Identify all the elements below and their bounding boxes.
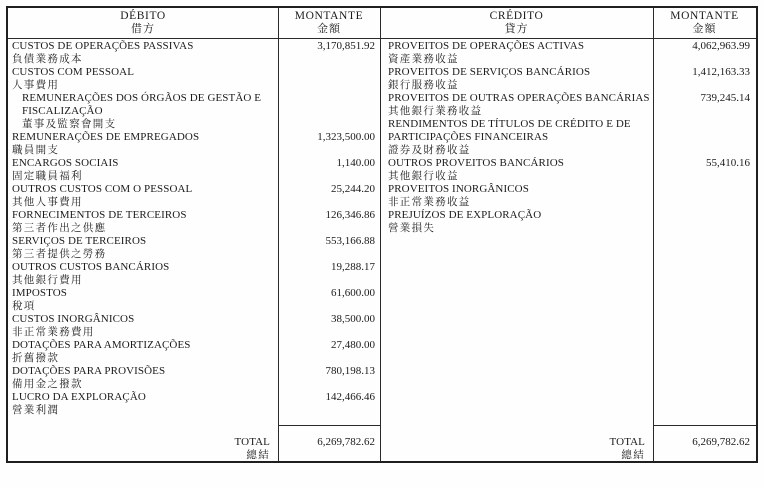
entry-amount: [653, 183, 750, 196]
entry-amount-cell: [278, 287, 380, 313]
entry-amount-cell: [653, 157, 756, 183]
ledger-entry: [388, 157, 653, 183]
entry-amount-cell: [278, 235, 380, 261]
ledger-entry: [12, 40, 278, 66]
entry-amount-cell: [278, 339, 380, 365]
entry-amount: [653, 118, 750, 131]
entry-label-zh: 非正常業務費用: [12, 327, 95, 338]
header-montante-credit: [653, 8, 756, 38]
ledger-entry: [12, 391, 278, 417]
entry-amount-cell: [653, 66, 756, 92]
entry-label-zh: 其他銀行費用: [12, 275, 83, 286]
total-amount-credit: [653, 436, 756, 449]
entry-label-zh: 備用金之撥款: [12, 379, 83, 390]
entry-amount: 4,062,963.99: [692, 40, 750, 52]
ledger-entry: [388, 92, 653, 118]
header-credit-pt: CRÉDITO: [489, 10, 544, 22]
entry-amount: [278, 66, 375, 79]
entry-label-zh: 負債業務成本: [12, 54, 83, 65]
entry-amount-cell: [278, 92, 380, 131]
entry-label-pt: OUTROS CUSTOS BANCÁRIOS: [12, 261, 170, 273]
header-montante-credit-pt: MONTANTE: [670, 10, 739, 22]
entry-amount: 38,500.00: [331, 313, 375, 325]
entry-amount-cell: [278, 40, 380, 66]
credit-amounts-column: [653, 40, 756, 235]
entry-label-zh: 銀行服務收益: [388, 80, 459, 91]
entry-label-zh: 其他銀行收益: [388, 171, 459, 182]
total-separator-credit: [653, 425, 756, 426]
entry-label-pt: PROVEITOS DE OPERAÇÕES ACTIVAS: [388, 40, 585, 52]
entry-label-pt: IMPOSTOS: [12, 287, 68, 299]
total-amount-credit-value: 6,269,782.62: [692, 436, 750, 448]
entry-label-pt: REMUNERAÇÕES DE EMPREGADOS: [12, 131, 200, 143]
entry-amount-cell: [278, 157, 380, 183]
total-label-debit-pt: TOTAL: [234, 436, 270, 448]
header-montante-debit: [278, 8, 380, 38]
entry-label-pt: PROVEITOS DE OUTRAS OPERAÇÕES BANCÁRIAS: [388, 92, 650, 104]
entry-label-pt: OUTROS CUSTOS COM O PESSOAL: [12, 183, 193, 195]
header-separator-line: [8, 38, 756, 39]
entry-label-zh: 董事及監察會開支: [22, 119, 117, 130]
entry-label-pt: PROVEITOS DE SERVIÇOS BANCÁRIOS: [388, 66, 591, 78]
entry-amount: 780,198.13: [325, 365, 375, 377]
entry-label-pt: RENDIMENTOS DE TÍTULOS DE CRÉDITO E DE: [388, 118, 631, 130]
entry-amount-cell: [653, 92, 756, 118]
entry-amount-cell: [653, 209, 756, 235]
entry-amount: [278, 92, 375, 105]
header-debit-zh: 借方: [131, 23, 155, 35]
entry-label-pt: ENCARGOS SOCIAIS: [12, 157, 119, 169]
statement-table: [6, 6, 758, 463]
ledger-entry: [388, 209, 653, 235]
ledger-entry: [388, 183, 653, 209]
entry-amount-cell: [278, 365, 380, 391]
ledger-entry: [12, 131, 278, 157]
entry-amount-cell: [278, 66, 380, 92]
total-amount-debit: [278, 436, 380, 449]
entry-label-pt: REMUNERAÇÕES DOS ÓRGÃOS DE GESTÃO E: [22, 92, 262, 104]
debit-amounts-column: [278, 40, 380, 417]
entry-label-zh: 營業損失: [388, 223, 436, 234]
entry-label-zh: 第三者提供之勞務: [12, 249, 107, 260]
ledger-entry: [12, 157, 278, 183]
entry-label-pt: DOTAÇÕES PARA PROVISÕES: [12, 365, 166, 377]
total-label-credit-zh: 總結: [621, 450, 645, 461]
entry-label-zh: 職員開支: [12, 145, 60, 156]
entry-label-pt: FISCALIZAÇÃO: [22, 105, 103, 117]
entry-label-zh: 證券及財務收益: [388, 145, 471, 156]
total-separator-debit: [278, 425, 380, 426]
ledger-entry: [388, 66, 653, 92]
ledger-entry: [12, 92, 278, 131]
entry-amount-cell: [278, 183, 380, 209]
entry-amount: 3,170,851.92: [317, 40, 375, 52]
ledger-entry: [12, 66, 278, 92]
entry-label-zh: 其他人事費用: [12, 197, 83, 208]
entry-label-zh: 其他銀行業務收益: [388, 106, 483, 117]
entry-amount-cell: [653, 183, 756, 209]
entry-label-pt: PARTICIPAÇÕES FINANCEIRAS: [388, 131, 549, 143]
entry-amount-cell: [653, 40, 756, 66]
total-label-credit: [380, 436, 645, 462]
entry-label-pt: FORNECIMENTOS DE TERCEIROS: [12, 209, 187, 221]
entry-label-zh: 資產業務收益: [388, 54, 459, 65]
ledger-entry: [12, 365, 278, 391]
ledger-entry: [12, 339, 278, 365]
entry-label-zh: 非正常業務收益: [388, 197, 471, 208]
total-label-debit-zh: 總結: [246, 450, 270, 461]
entry-amount: 27,480.00: [331, 339, 375, 351]
total-amount-debit-value: 6,269,782.62: [317, 436, 375, 448]
entry-label-pt: SERVIÇOS DE TERCEIROS: [12, 235, 147, 247]
entry-amount-cell: [278, 313, 380, 339]
header-credit-zh: 貸方: [504, 23, 529, 35]
entry-label-pt: DOTAÇÕES PARA AMORTIZAÇÕES: [12, 339, 191, 351]
entry-label-pt: PREJUÍZOS DE EXPLORAÇÃO: [388, 209, 542, 221]
entry-label-zh: 稅項: [12, 301, 36, 312]
header-credit: [380, 8, 653, 38]
ledger-entry: [12, 183, 278, 209]
entry-amount: 55,410.16: [706, 157, 750, 169]
total-label-credit-pt: TOTAL: [609, 436, 645, 448]
entry-label-zh: 固定職員福利: [12, 171, 83, 182]
entry-label-pt: PROVEITOS INORGÂNICOS: [388, 183, 529, 195]
entry-label-pt: LUCRO DA EXPLORAÇÃO: [12, 391, 146, 403]
entry-amount-cell: [278, 209, 380, 235]
entry-amount: 739,245.14: [700, 92, 750, 104]
entry-amount: 25,244.20: [331, 183, 375, 195]
entry-amount-cell: [278, 261, 380, 287]
entry-amount: 142,466.46: [325, 391, 375, 403]
header-montante-credit-zh: 金額: [692, 23, 717, 35]
total-label-debit: [8, 436, 270, 462]
entry-amount-cell: [653, 118, 756, 157]
credit-entries-column: [380, 40, 653, 235]
entry-label-zh: 營業利潤: [12, 405, 60, 416]
header-debit-pt: DÉBITO: [120, 10, 166, 22]
entry-amount-cell: [278, 131, 380, 157]
ledger-entry: [388, 40, 653, 66]
ledger-entry: [12, 261, 278, 287]
ledger-entry: [12, 313, 278, 339]
ledger-entry: [12, 287, 278, 313]
entry-amount-cell: [278, 391, 380, 417]
header-debit: [8, 8, 278, 38]
entry-label-zh: 人事費用: [12, 80, 60, 91]
entry-amount: 1,412,163.33: [692, 66, 750, 78]
header-montante-debit-zh: 金額: [317, 23, 341, 35]
entry-label-zh: 第三者作出之供應: [12, 223, 107, 234]
entry-label-pt: CUSTOS COM PESSOAL: [12, 66, 135, 78]
entry-amount: 19,288.17: [331, 261, 375, 273]
entry-amount: 1,140.00: [336, 157, 375, 169]
ledger-entry: [12, 209, 278, 235]
entry-amount: 126,346.86: [325, 209, 375, 221]
entry-label-pt: CUSTOS DE OPERAÇÕES PASSIVAS: [12, 40, 194, 52]
entry-label-zh: 折舊撥款: [12, 353, 60, 364]
entry-label-pt: OUTROS PROVEITOS BANCÁRIOS: [388, 157, 564, 169]
entry-amount: 61,600.00: [331, 287, 375, 299]
ledger-entry: [388, 118, 653, 157]
entry-amount: 553,166.88: [325, 235, 375, 247]
debit-entries-column: [8, 40, 278, 417]
ledger-entry: [12, 235, 278, 261]
entry-label-pt: CUSTOS INORGÂNICOS: [12, 313, 135, 325]
header-montante-debit-pt: MONTANTE: [294, 10, 364, 22]
entry-amount: 1,323,500.00: [317, 131, 375, 143]
entry-amount: [653, 209, 750, 222]
